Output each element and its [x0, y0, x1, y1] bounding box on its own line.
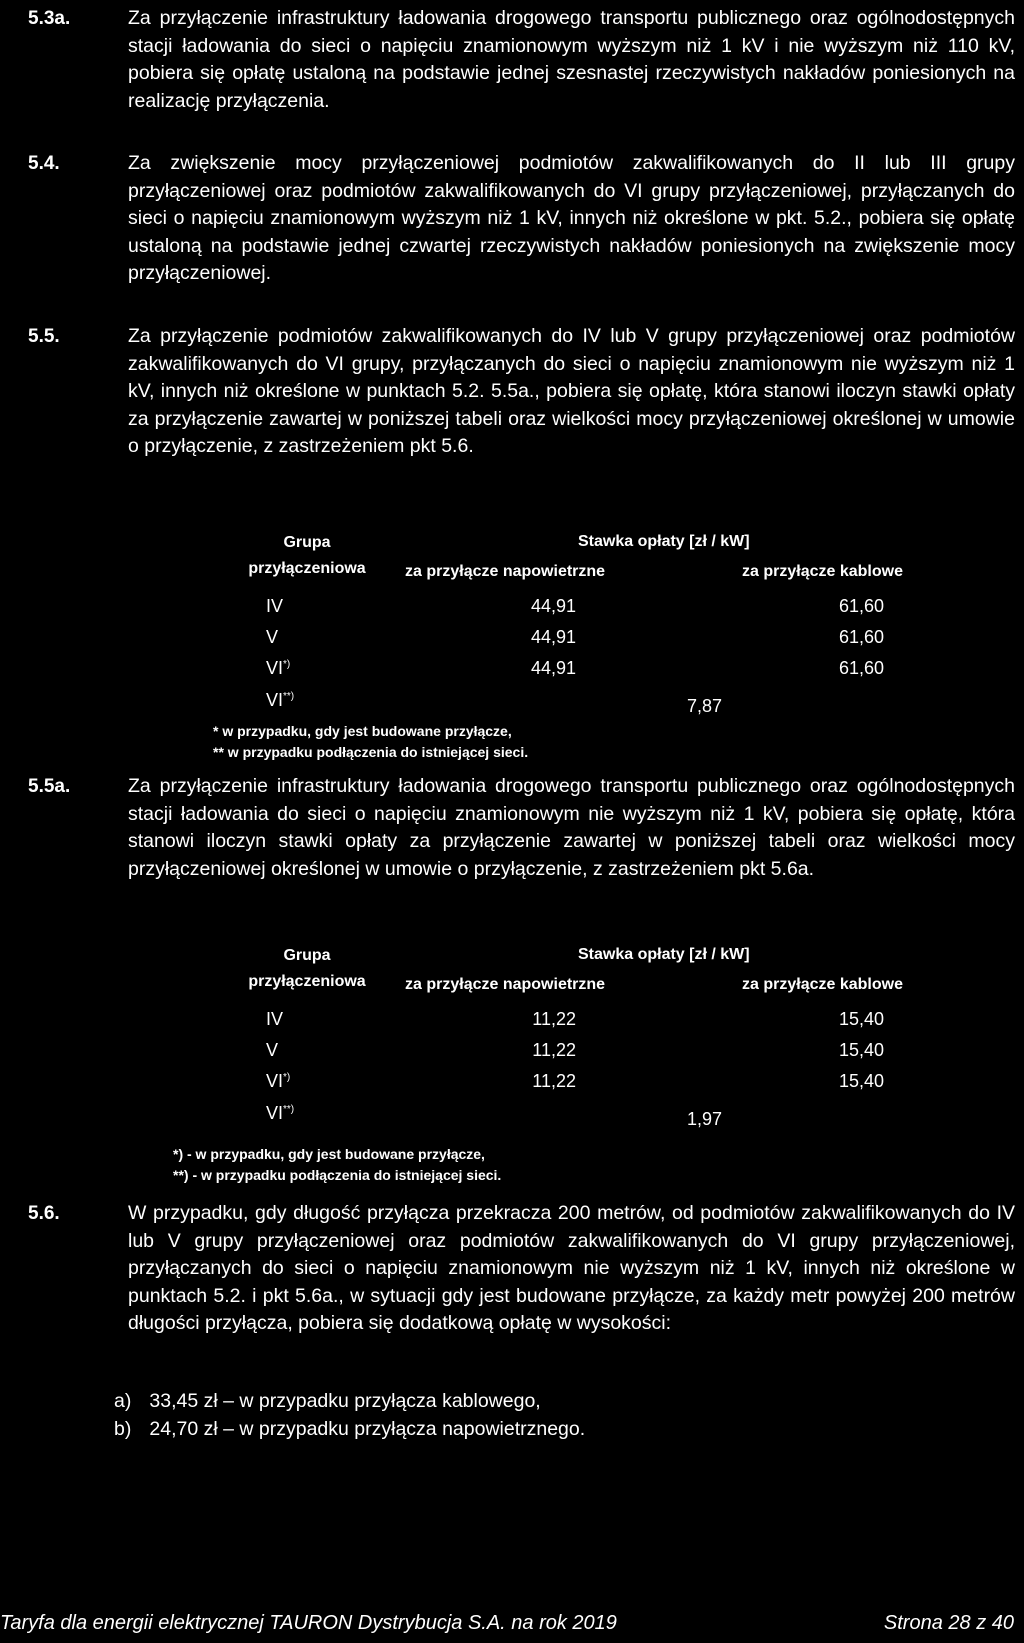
- list-item-text: 33,45 zł – w przypadku przyłącza kablowego,: [149, 1390, 541, 1412]
- table-row-group: IV: [266, 596, 284, 616]
- page-number: Strona 28 z 40: [883, 1612, 1014, 1634]
- table-cell-overhead: 11,22: [532, 1040, 576, 1060]
- list-item-label: a): [114, 1390, 132, 1412]
- table-cell-cable: 15,40: [838, 1009, 884, 1029]
- table-cell-joint: 7,87: [686, 696, 722, 716]
- section-number: 5.5.: [28, 326, 60, 347]
- section-number: 5.4.: [28, 153, 60, 174]
- table-cell-overhead: 44,91: [530, 627, 576, 647]
- group-header: Grupa przyłączeniowa: [248, 534, 366, 577]
- table-cell-cable: 61,60: [838, 658, 884, 678]
- table-cell-overhead: 44,91: [530, 658, 576, 678]
- footer-title: Taryfa dla energii elektrycznej TAURON Dystrybucja S.A. na rok 2019: [0, 1612, 617, 1634]
- list-item: [114, 1415, 585, 1443]
- table-cell-cable: 61,60: [838, 596, 884, 616]
- table-cell-overhead: 11,22: [532, 1009, 576, 1029]
- section-number: 5.6.: [28, 1203, 60, 1224]
- table-row-group: VI**): [266, 690, 295, 710]
- section-number: 5.3a.: [28, 8, 71, 29]
- table-cell-cable: 61,60: [838, 627, 884, 647]
- col-overhead-header: za przyłącze napowietrzne: [405, 563, 606, 580]
- section-text: Za zwiększenie mocy przyłączeniowej podmiotów zakwalifikowanych do II lub III grupy przyłączeniowej oraz podmiotów zakwalifikowanych do VI grupy przyłączeniowej, przyłączanych do sieci o napięciu znamionowym wyższym niż 1 kV, innych niż określone w pkt. 5.2., pobiera się opłatę ustaloną na podstawie jednej czwartej rzeczywistych nakładów poniesionych na zwiększenie mocy przyłączeniowej.: [128, 152, 1015, 285]
- table-row-group: V: [266, 1040, 279, 1060]
- col-cable-header: za przyłącze kablowe: [742, 563, 903, 580]
- fee-list: [114, 1387, 585, 1443]
- col-cable-header: za przyłącze kablowe: [742, 976, 903, 993]
- section-number: 5.5a.: [28, 776, 71, 797]
- section-text: Za przyłączenie podmiotów zakwalifikowanych do IV lub V grupy przyłączeniowej oraz podmiotów zakwalifikowanych do VI grupy, przyłączanych do sieci o napięciu znamionowym nie wyższym niż 1 kV, innych niż określone w punktach 5.2. 5.5a., pobiera się opłatę, która stanowi iloczyn stawki opłaty za przyłączenie zawartej w poniższej tabeli oraz wielkości mocy przyłączeniowej określonej w umowie o przyłączenie, z zastrzeżeniem pkt 5.6.: [128, 325, 1015, 458]
- table-row-group: V: [266, 627, 279, 647]
- col-overhead-header: za przyłącze napowietrzne: [405, 976, 606, 993]
- table-row-group: IV: [266, 1009, 284, 1029]
- footnote: *) - w przypadku, gdy jest budowane przyłącze,: [173, 1146, 485, 1162]
- section-text: Za przyłączenie infrastruktury ładowania drogowego transportu publicznego oraz ogólnodostępnych stacji ładowania do sieci o napięciu znamionowym wyższym niż 1 kV i nie wyższym niż 110 kV, pobiera się opłatę ustaloną na podstawie jednej szesnastej rzeczywistych nakładów poniesionych na realizację przyłączenia.: [128, 7, 1015, 112]
- table-row-group: VI*): [266, 1071, 291, 1091]
- footnote: ** w przypadku podłączenia do istniejącej sieci.: [213, 744, 529, 760]
- footnote: * w przypadku, gdy jest budowane przyłącze,: [213, 723, 512, 739]
- list-item: [114, 1387, 585, 1415]
- table-row-group: VI*): [266, 658, 291, 678]
- rate-header: Stawka opłaty [zł / kW]: [578, 533, 750, 550]
- table-cell-cable: 15,40: [838, 1071, 884, 1091]
- footnote: **) - w przypadku podłączenia do istniejącej sieci.: [173, 1167, 502, 1183]
- group-header: Grupa przyłączeniowa: [248, 947, 366, 990]
- table-cell-joint: 1,97: [686, 1109, 722, 1129]
- table-cell-cable: 15,40: [838, 1040, 884, 1060]
- table-cell-overhead: 11,22: [532, 1071, 576, 1091]
- rate-header: Stawka opłaty [zł / kW]: [578, 946, 750, 963]
- section-text: Za przyłączenie infrastruktury ładowania drogowego transportu publicznego oraz ogólnodostępnych stacji ładowania do sieci o napięciu znamionowym nie wyższym niż 1 kV, pobiera się opłatę, która stanowi iloczyn stawki opłaty za przyłączenie zawartej w poniższej tabeli oraz wielkości mocy przyłączeniowej określonej w umowie o przyłączenie, z zastrzeżeniem pkt 5.6a.: [128, 775, 1015, 880]
- table-cell-overhead: 44,91: [530, 596, 576, 616]
- table-row-group: VI**): [266, 1103, 295, 1123]
- list-item-text: 24,70 zł – w przypadku przyłącza napowietrznego.: [149, 1418, 586, 1440]
- section-text: W przypadku, gdy długość przyłącza przekracza 200 metrów, od podmiotów zakwalifikowanych do IV lub V grupy przyłączeniowej oraz podmiotów zakwalifikowanych do VI grupy przyłączeniowej, przyłączanych do sieci o napięciu znamionowym nie wyższym niż 1 kV, innych niż określone w punktach 5.2. i pkt 5.6a., w sytuacji gdy jest budowane przyłącze, za każdy metr powyżej 200 metrów długości przyłącza, pobiera się dodatkową opłatę w wysokości:: [128, 1202, 1015, 1335]
- list-item-label: b): [114, 1418, 132, 1440]
